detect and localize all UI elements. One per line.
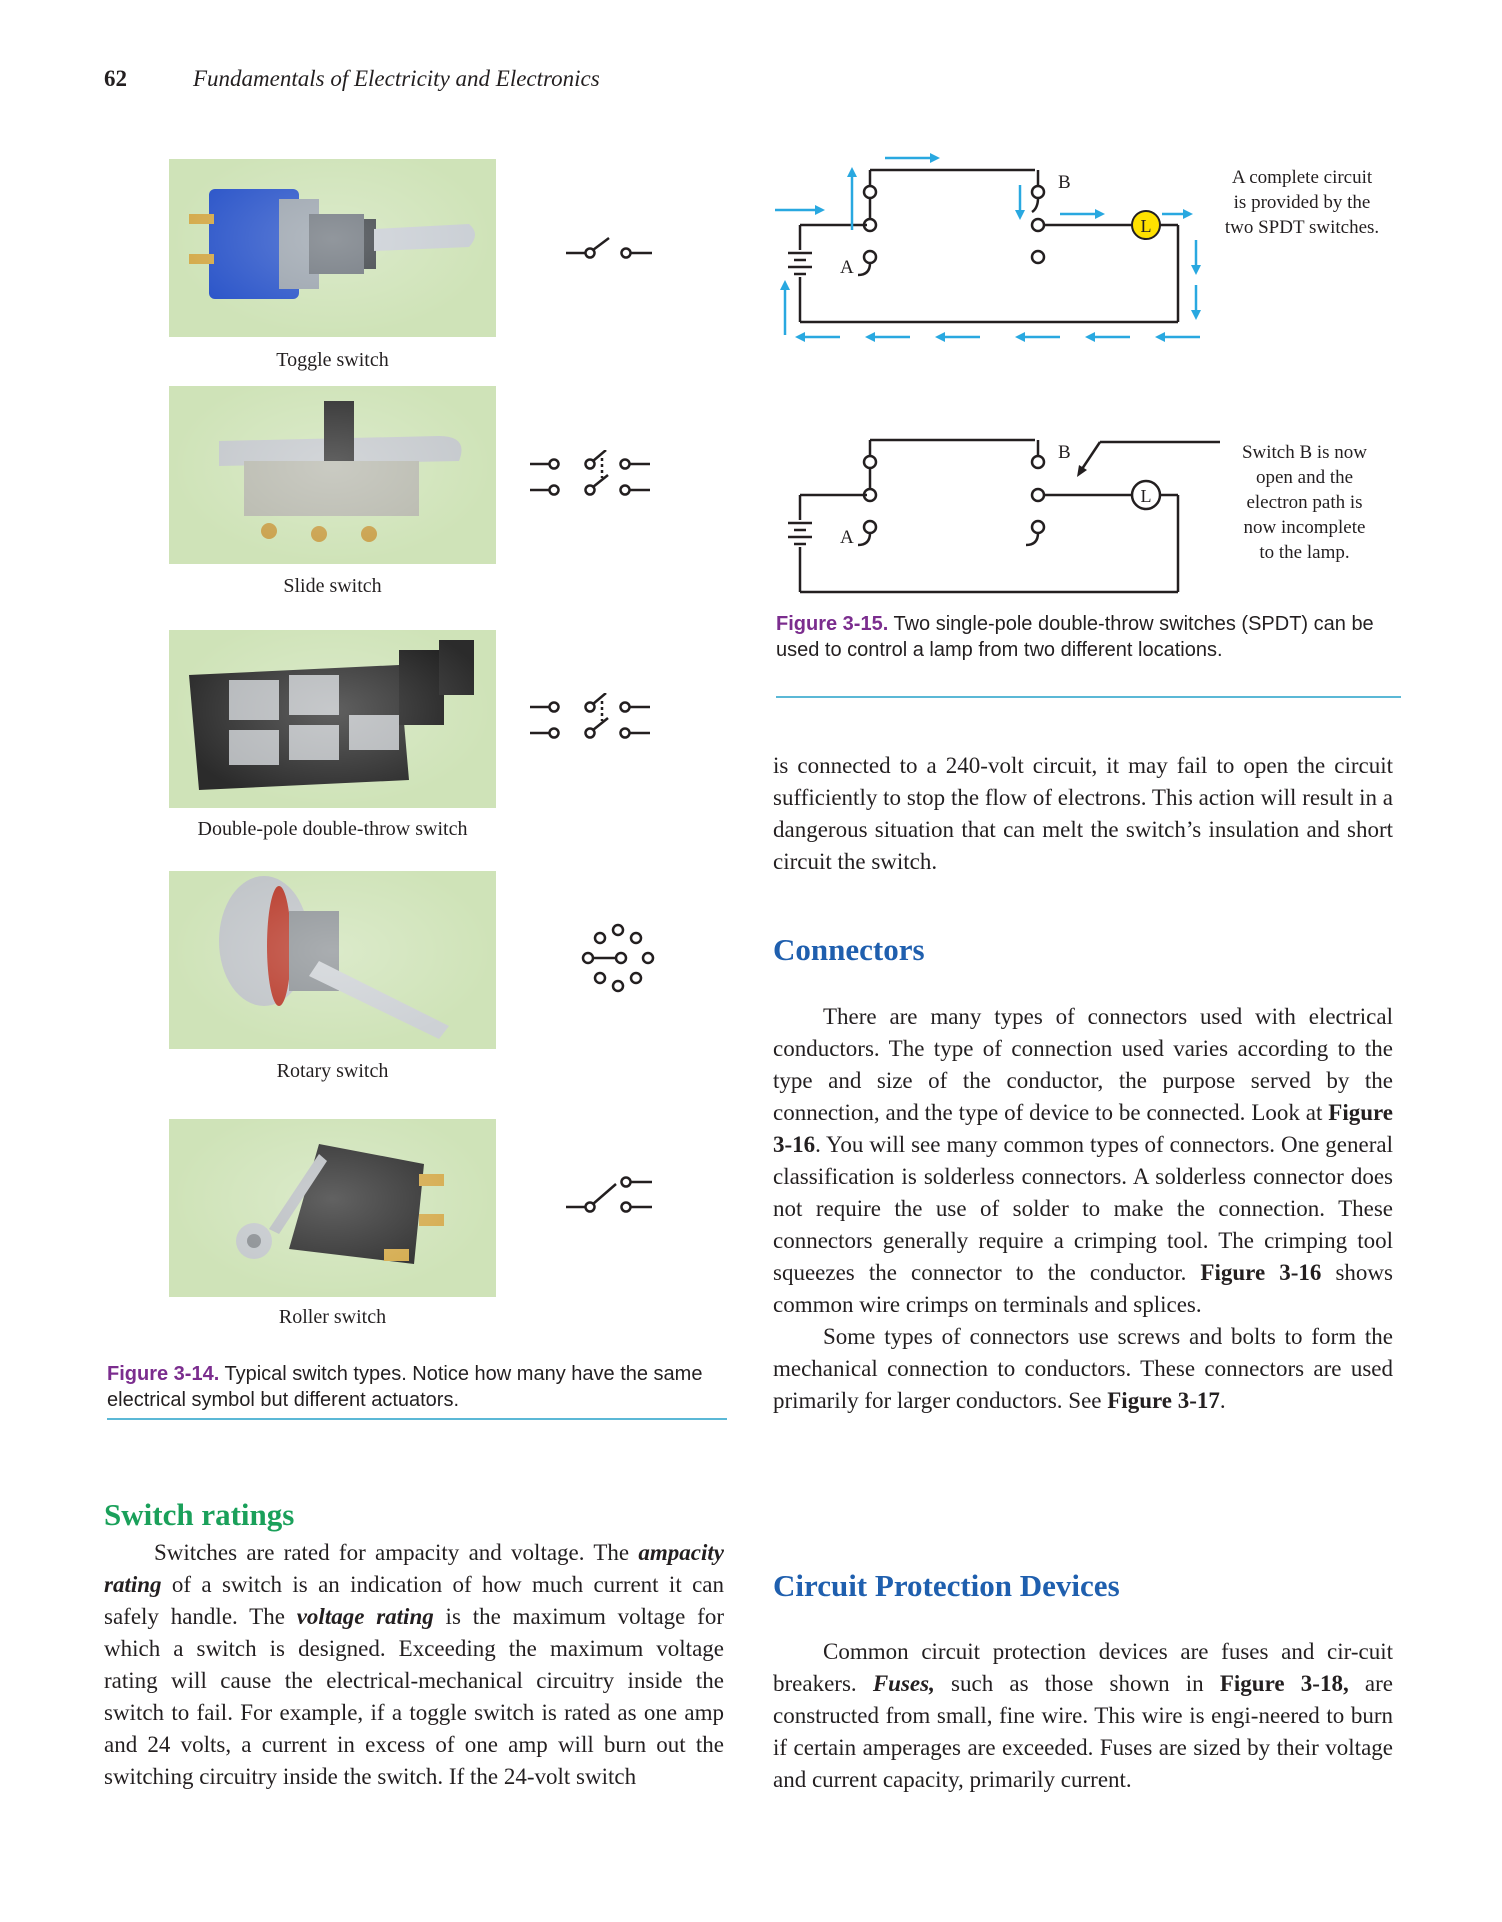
note-line: open and the bbox=[1255, 467, 1354, 488]
figure-number: Figure 3-15. bbox=[776, 613, 889, 635]
circuit-complete-note bbox=[1212, 165, 1392, 240]
photo-caption: Double-pole double-throw switch bbox=[197, 818, 468, 840]
text-run: There are many types of connectors used with electrical conductors. The type of connection used varies according to the type and size of the conductor, the purpose served by the connection, and the type of device to be connected. Look at bbox=[773, 1004, 1393, 1125]
text-run: . bbox=[1219, 1388, 1226, 1413]
photo-caption: Slide switch bbox=[283, 575, 382, 597]
note-line: electron path is bbox=[1246, 492, 1363, 513]
text-run: are constructed from small, fine wire. This wire is engi-neered to burn if certain amperages are exceeded. Fuses are sized by their voltage and current capacity, primarily current. bbox=[773, 1671, 1393, 1792]
note-line: Switch B is now bbox=[1241, 442, 1368, 463]
slide-switch-photo bbox=[169, 386, 496, 564]
switch-a-label: A bbox=[840, 527, 854, 548]
lamp-label: L bbox=[1140, 486, 1152, 506]
note-line: is provided by the bbox=[1233, 192, 1371, 213]
figure-reference: Figure 3-17 bbox=[1107, 1388, 1220, 1413]
note-line: two SPDT switches. bbox=[1224, 217, 1380, 238]
text-run: Switches are rated for ampacity and voltage. The bbox=[154, 1540, 639, 1565]
toggle-switch-photo bbox=[169, 159, 496, 337]
caption-rule bbox=[776, 696, 1401, 698]
figure-reference: Figure 3-16 bbox=[773, 1100, 1393, 1157]
circuit-open-note bbox=[1222, 440, 1387, 565]
text-run: Common circuit protection devices are fuses and cir-cuit breakers. bbox=[773, 1639, 1393, 1696]
electron-flow-arrows bbox=[775, 153, 1201, 342]
spdt-symbol-icon bbox=[566, 1170, 658, 1220]
photo-caption: Roller switch bbox=[278, 1306, 387, 1328]
text-run: is connected to a 240-volt circuit, it may fail to open the circuit sufficiently to stop the flow of electrons. This action will result in a dangerous situation that can melt the switch’s insulation and short circuit the switch. bbox=[773, 753, 1393, 874]
caption-rule bbox=[107, 1418, 727, 1420]
connectors-body bbox=[773, 1001, 1393, 1417]
note-line: now incomplete bbox=[1243, 517, 1366, 538]
photo-caption: Rotary switch bbox=[276, 1060, 389, 1082]
figure-3-15-caption bbox=[776, 611, 1386, 663]
photo-caption: Toggle switch bbox=[276, 349, 389, 371]
figure-number: Figure 3-14. bbox=[107, 1363, 220, 1385]
continued-paragraph bbox=[773, 750, 1393, 878]
spdt-circuit-complete-diagram bbox=[770, 150, 1220, 350]
switch-ratings-heading: Switch ratings bbox=[104, 1497, 295, 1532]
switch-b-label: B bbox=[1058, 442, 1071, 463]
switch-a-label: A bbox=[840, 257, 854, 278]
circuit-protection-body bbox=[773, 1636, 1393, 1796]
figure-caption-text: Typical switch types. Notice how many have the same electrical symbol but different actuators. bbox=[107, 1363, 703, 1411]
lamp-label: L bbox=[1140, 216, 1152, 236]
term-voltage-rating: voltage rating bbox=[296, 1604, 434, 1629]
term-ampacity-rating: ampacity rating bbox=[104, 1540, 724, 1597]
switch-b-label: B bbox=[1058, 172, 1071, 193]
figure-reference: Figure 3-16 bbox=[1200, 1260, 1322, 1285]
dpdt-symbol-icon bbox=[530, 693, 660, 745]
figure-3-14-caption bbox=[107, 1361, 727, 1413]
page-number: 62 bbox=[104, 66, 127, 91]
text-run: is the maximum voltage for which a switch is designed. Exceeding the maximum voltage rating will cause the electrical-mechanical circuitry inside the switch to fail. For example, if a toggle switch is rated as one amp and 24 volts, a current in excess of one amp will burn out the switching circuitry inside the switch. If the 24-volt switch bbox=[104, 1604, 724, 1789]
text-run: of a switch is an indication of how much current it can safely handle. The bbox=[104, 1572, 724, 1629]
switch-ratings-body bbox=[104, 1537, 724, 1793]
rotary-symbol-icon bbox=[578, 922, 658, 994]
note-line: to the lamp. bbox=[1259, 542, 1350, 563]
term-fuses: Fuses, bbox=[872, 1671, 935, 1696]
dpdt-symbol-icon bbox=[530, 450, 660, 502]
text-run: . You will see many common types of connectors. One general classification is solderless connectors. A solderless connector does not require the use of solder to make the connection. These connectors generally require a crimping tool. The crimping tool squeezes the connector to the conductor. bbox=[773, 1132, 1393, 1285]
text-run: shows common wire crimps on terminals and splices. bbox=[773, 1260, 1393, 1317]
note-line: A complete circuit bbox=[1231, 167, 1373, 188]
rotary-switch-photo bbox=[169, 871, 496, 1049]
spst-symbol-icon bbox=[566, 236, 658, 266]
text-run: Some types of connectors use screws and bolts to form the mechanical connection to conductors. These connectors are used primarily for larger conductors. See bbox=[773, 1324, 1393, 1413]
circuit-protection-heading: Circuit Protection Devices bbox=[773, 1568, 1120, 1603]
figure-reference: Figure 3-18, bbox=[1219, 1671, 1349, 1696]
spdt-circuit-open-diagram bbox=[770, 420, 1230, 605]
text-run: such as those shown in bbox=[934, 1671, 1220, 1696]
roller-switch-photo bbox=[169, 1119, 496, 1297]
running-title: Fundamentals of Electricity and Electronics bbox=[193, 66, 600, 91]
figure-caption-text: Two single-pole double-throw switches (SPDT) can be used to control a lamp from two different locations. bbox=[776, 613, 1374, 661]
dpdt-switch-photo bbox=[169, 630, 496, 808]
connectors-heading: Connectors bbox=[773, 932, 925, 967]
